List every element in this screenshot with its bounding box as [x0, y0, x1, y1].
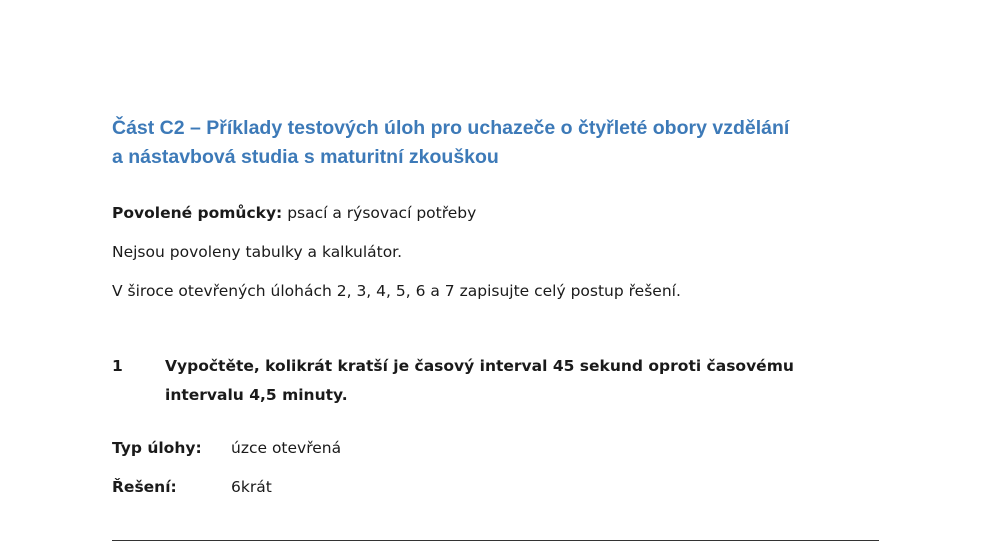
task-type-value: úzce otevřená	[231, 439, 342, 457]
task-number: 1	[112, 357, 123, 375]
task-question-line-2: intervalu 4,5 minuty.	[165, 386, 348, 404]
section-heading-line-1: Část C2 – Příklady testových úloh pro uchazeče o čtyřleté obory vzdělání	[112, 117, 790, 139]
section-heading-line-2: a nástavbová studia s maturitní zkouškou	[112, 146, 499, 168]
no-calculator-note: Nejsou povoleny tabulky a kalkulátor.	[112, 243, 403, 261]
task-type-label: Typ úlohy:	[112, 439, 202, 457]
allowed-aids-value: psací a rýsovací potřeby	[282, 204, 477, 222]
section-divider	[112, 540, 879, 541]
solution-label: Řešení:	[112, 478, 177, 496]
allowed-aids-label: Povolené pomůcky:	[112, 204, 283, 222]
task-question-line-1: Vypočtěte, kolikrát kratší je časový interval 45 sekund oproti časovému	[165, 357, 794, 375]
allowed-aids	[112, 203, 476, 223]
work-shown-note: V široce otevřených úlohách 2, 3, 4, 5, 6 a 7 zapisujte celý postup řešení.	[112, 282, 681, 300]
task-question	[165, 352, 865, 410]
section-heading	[112, 114, 912, 172]
solution-value: 6krát	[231, 478, 272, 496]
